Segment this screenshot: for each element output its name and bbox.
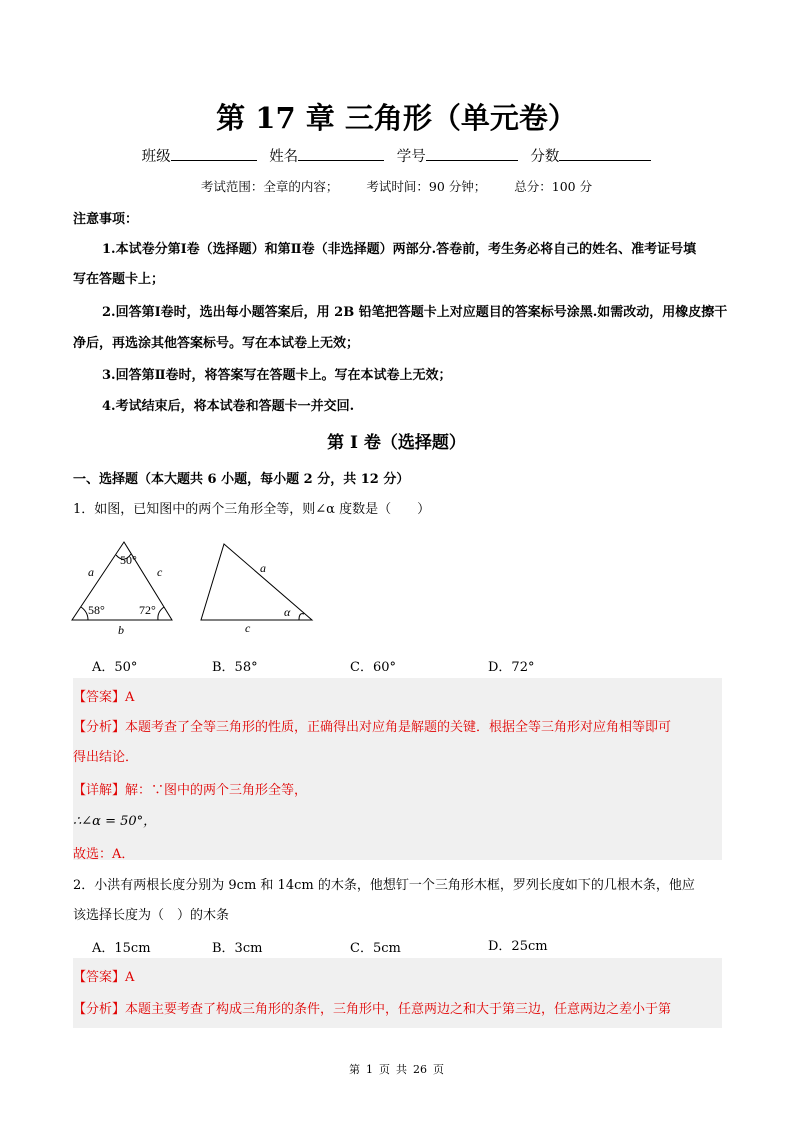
page-footer (0, 1061, 793, 1077)
q2-answer: 【答案】A (73, 970, 135, 985)
footer-prefix: 第 (349, 1063, 360, 1076)
q2-stem-line-1: 2．小洪有两根长度分别为 9cm 和 14cm 的木条，他想钉一个三角形木框，罗列长度如下的几根木条，他应 (73, 878, 695, 893)
class-label: 班级 (141, 149, 171, 165)
q1-option-d: D．72° (488, 660, 535, 675)
fig-label-c1: c (157, 565, 163, 579)
angle-arc-alpha (299, 614, 304, 620)
score-label: 分数 (530, 149, 560, 165)
q1-detail: 【详解】解：∵图中的两个三角形全等， (73, 783, 308, 798)
name-blank (298, 146, 384, 161)
part-heading: 一、选择题（本大题共 6 小题，每小题 2 分，共 12 分） (73, 472, 410, 487)
note-1-line-2: 写在答题卡上； (73, 272, 165, 287)
footer-total-label: 页 (433, 1063, 444, 1076)
exam-time: 考试时间：90 分钟； (366, 179, 487, 194)
fig-label-a1: a (88, 565, 94, 579)
note-2-line-2: 净后，再选涂其他答案标号。写在本试卷上无效； (73, 336, 360, 351)
q1-answer-box (73, 678, 722, 860)
footer-page-label: 页 (379, 1063, 390, 1076)
id-blank (426, 146, 518, 161)
triangle-2 (201, 544, 312, 620)
fig-label-a2: a (260, 561, 266, 575)
page-title: 第 17 章 三角形（单元卷） (216, 101, 577, 135)
score-blank (559, 146, 651, 161)
exam-scope (0, 177, 793, 195)
id-label: 学号 (396, 149, 426, 165)
section-title: 第 I 卷（选择题） (327, 433, 466, 453)
fig-label-b1: b (118, 623, 124, 637)
q1-triangles-figure (68, 538, 348, 638)
angle-arc-left (81, 607, 88, 620)
footer-total-pages: 26 (413, 1063, 427, 1076)
fig-label-alpha: α (284, 605, 291, 619)
footer-page-number: 1 (366, 1063, 373, 1076)
q2-analysis: 【分析】本题主要考查了构成三角形的条件，三角形中，任意两边之和大于第三边，任意两边之差小于第 (73, 1002, 672, 1017)
fig-label-right-angle: 72° (139, 603, 156, 617)
q1-option-a: A．50° (92, 660, 138, 675)
q1-analysis-line-2: 得出结论． (73, 750, 139, 765)
exam-range: 考试范围：全章的内容； (200, 179, 339, 194)
class-blank (171, 146, 257, 161)
q2-option-d: D．25cm (488, 939, 548, 954)
q2-stem-line-2: 该选择长度为（ ）的木条 (73, 908, 230, 923)
q1-analysis-line-1: 【分析】本题考查了全等三角形的性质，正确得出对应角是解题的关键．根据全等三角形对应角相等即可 (73, 720, 672, 735)
fig-label-c2: c (245, 621, 251, 635)
footer-total-prefix: 共 (396, 1063, 407, 1076)
q2-option-c: C．5cm (350, 941, 401, 956)
q1-therefore: ∴∠α = 50°， (73, 814, 157, 829)
q1-choose: 故选：A． (73, 847, 135, 862)
q1-option-b: B．58° (212, 660, 258, 675)
q2-option-b: B．3cm (212, 941, 263, 956)
fig-label-top-angle: 50° (120, 553, 137, 567)
note-2-line-1: 2.回答第Ⅰ卷时，选出每小题答案后，用 2B 铅笔把答题卡上对应题目的答案标号涂黑.如需改动，用橡皮擦干 (102, 305, 728, 320)
q1-stem: 1．如图，已知图中的两个三角形全等，则∠α 度数是（ ） (73, 502, 431, 517)
q1-answer: 【答案】A (73, 690, 135, 705)
q2-option-a: A．15cm (92, 941, 151, 956)
student-info-line (0, 145, 793, 166)
note-1-line-1: 1.本试卷分第Ⅰ卷（选择题）和第Ⅱ卷（非选择题）两部分.答卷前，考生务必将自己的姓名、准考证号填 (102, 242, 697, 257)
note-4: 4.考试结束后，将本试卷和答题卡一并交回. (102, 399, 355, 414)
note-3: 3.回答第Ⅱ卷时，将答案写在答题卡上。写在本试卷上无效； (102, 368, 452, 383)
q2-answer-box (73, 958, 722, 1028)
exam-total: 总分：100 分 (514, 179, 593, 194)
q1-option-c: C．60° (350, 660, 396, 675)
fig-label-left-angle: 58° (88, 603, 105, 617)
name-label: 姓名 (269, 149, 299, 165)
angle-arc-right (158, 607, 164, 620)
notes-heading: 注意事项： (73, 212, 139, 227)
